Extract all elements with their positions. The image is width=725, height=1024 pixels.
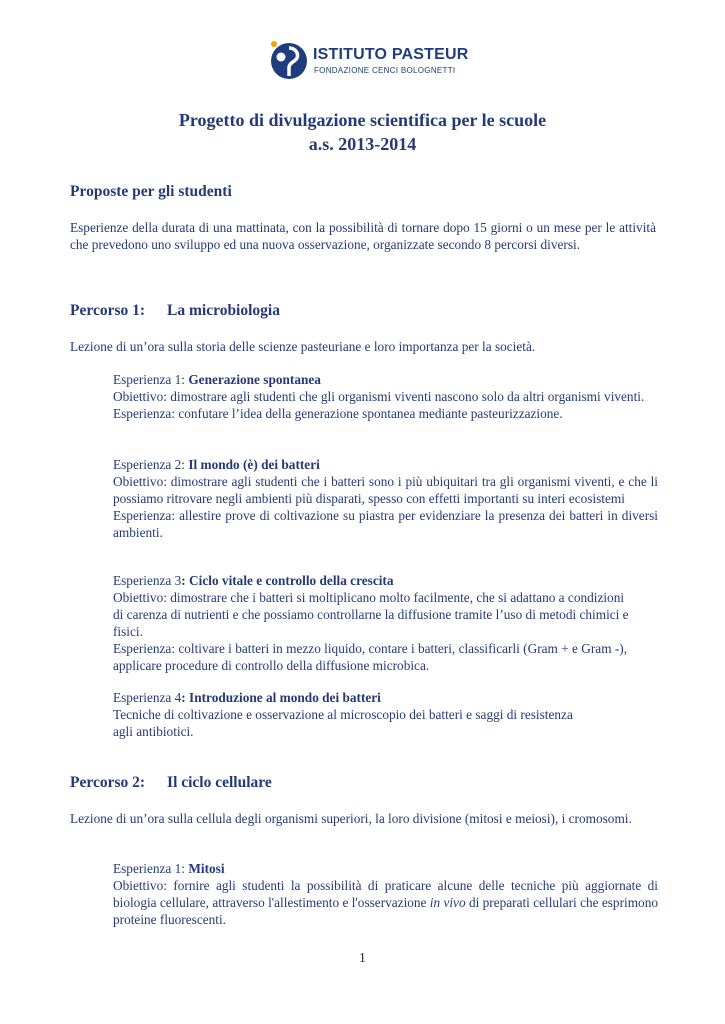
pasteur-emblem-icon	[269, 40, 309, 80]
percorso1-heading	[70, 302, 280, 320]
esp-prefix: Esperienza 3	[113, 573, 182, 588]
esp-obiettivo-part: Obiettivo: fornire agli studenti la possibilità di praticare alcune delle tecniche più aggiornate di biologia cellulare, attraverso l'allestimento e l'osservazione	[113, 878, 658, 910]
esp-prefix: Esperienza 2:	[113, 457, 189, 472]
percorso1-esperienza2	[113, 456, 658, 541]
proposte-heading: Proposte per gli studenti	[70, 183, 232, 200]
esp-name: Il mondo (è) dei batteri	[188, 457, 320, 472]
document-title-line1: Progetto di divulgazione scientifica per le scuole	[178, 110, 547, 130]
esp-name: Generazione spontanea	[188, 372, 321, 387]
percorso1-label: Percorso 1:	[70, 302, 146, 319]
esp-obiettivo-part: di preparati cellulari che esprimono proteine fluorescenti.	[113, 895, 658, 927]
esp-esperienza: Esperienza: confutare l’idea della generazione spontanea mediante pasteurizzazione.	[113, 406, 563, 421]
esp-prefix: Esperienza 1:	[113, 861, 189, 876]
esp-obiettivo: Obiettivo: dimostrare agli studenti che gli organismi viventi nascono solo da altri organismi viventi.	[113, 389, 645, 404]
istituto-pasteur-logo	[269, 40, 469, 84]
logo-name: ISTITUTO PASTEUR	[313, 46, 469, 63]
percorso2-heading	[70, 774, 272, 792]
esp-prefix: Esperienza 1:	[113, 372, 189, 387]
percorso1-esperienza1	[113, 371, 658, 422]
esp-name: : Introduzione al mondo dei batteri	[181, 690, 381, 705]
proposte-text: Esperienze della durata di una mattinata, con la possibilità di tornare dopo 15 giorni o un mese per le attività che prevedono uno sviluppo ed una nuova osservazione, organizzate secondo 8 percorsi diversi.	[70, 220, 656, 252]
document-title-line2: a.s. 2013-2014	[308, 134, 417, 154]
esp-name: Mitosi	[188, 861, 225, 876]
page-number: 1	[359, 950, 366, 965]
percorso1-intro: Lezione di un’ora sulla storia delle scienze pasteuriane e loro importanza per la società.	[70, 339, 536, 354]
percorso2-label: Percorso 2:	[70, 774, 146, 791]
percorso2-intro: Lezione di un’ora sulla cellula degli organismi superiori, la loro divisione (mitosi e meiosi), i cromosomi.	[70, 811, 632, 826]
percorso2-esperienza1	[113, 860, 658, 928]
percorso1-title: La microbiologia	[167, 302, 280, 319]
esp-obiettivo: Obiettivo: dimostrare che i batteri si moltiplicano molto facilmente, che si adattano a condizioni di carenza di nutrienti e che possiamo controllarne la diffusione tramite l’uso di metodi chimici e fisici.	[113, 590, 629, 639]
percorso1-esperienza3	[113, 572, 633, 674]
esp-obiettivo: Obiettivo: dimostrare agli studenti che i batteri sono i più ubiquitari tra gli organismi viventi, e che li possiamo ritrovare negli ambienti più disparati, spesso con effetti importanti su interi ecosistemi	[113, 474, 658, 506]
percorso1-esperienza4	[113, 689, 573, 740]
esp-obiettivo	[113, 877, 658, 928]
logo-subtitle: FONDAZIONE CENCI BOLOGNETTI	[314, 66, 456, 75]
esp-prefix: Esperienza 4	[113, 690, 182, 705]
esp-text: Tecniche di coltivazione e osservazione al microscopio dei batteri e saggi di resistenza agli antibiotici.	[113, 707, 573, 739]
esp-name: : Ciclo vitale e controllo della crescita	[181, 573, 394, 588]
esp-esperienza: Esperienza: coltivare i batteri in mezzo liquido, contare i batteri, classificarli (Gram + e Gram -), applicare procedure di controllo della diffusione microbica.	[113, 641, 628, 673]
esp-obiettivo-italic: in vivo	[429, 895, 466, 910]
percorso2-title: Il ciclo cellulare	[167, 774, 272, 791]
esp-esperienza: Esperienza: allestire prove di coltivazione su piastra per evidenziare la presenza dei batteri in diversi ambienti.	[113, 508, 658, 540]
